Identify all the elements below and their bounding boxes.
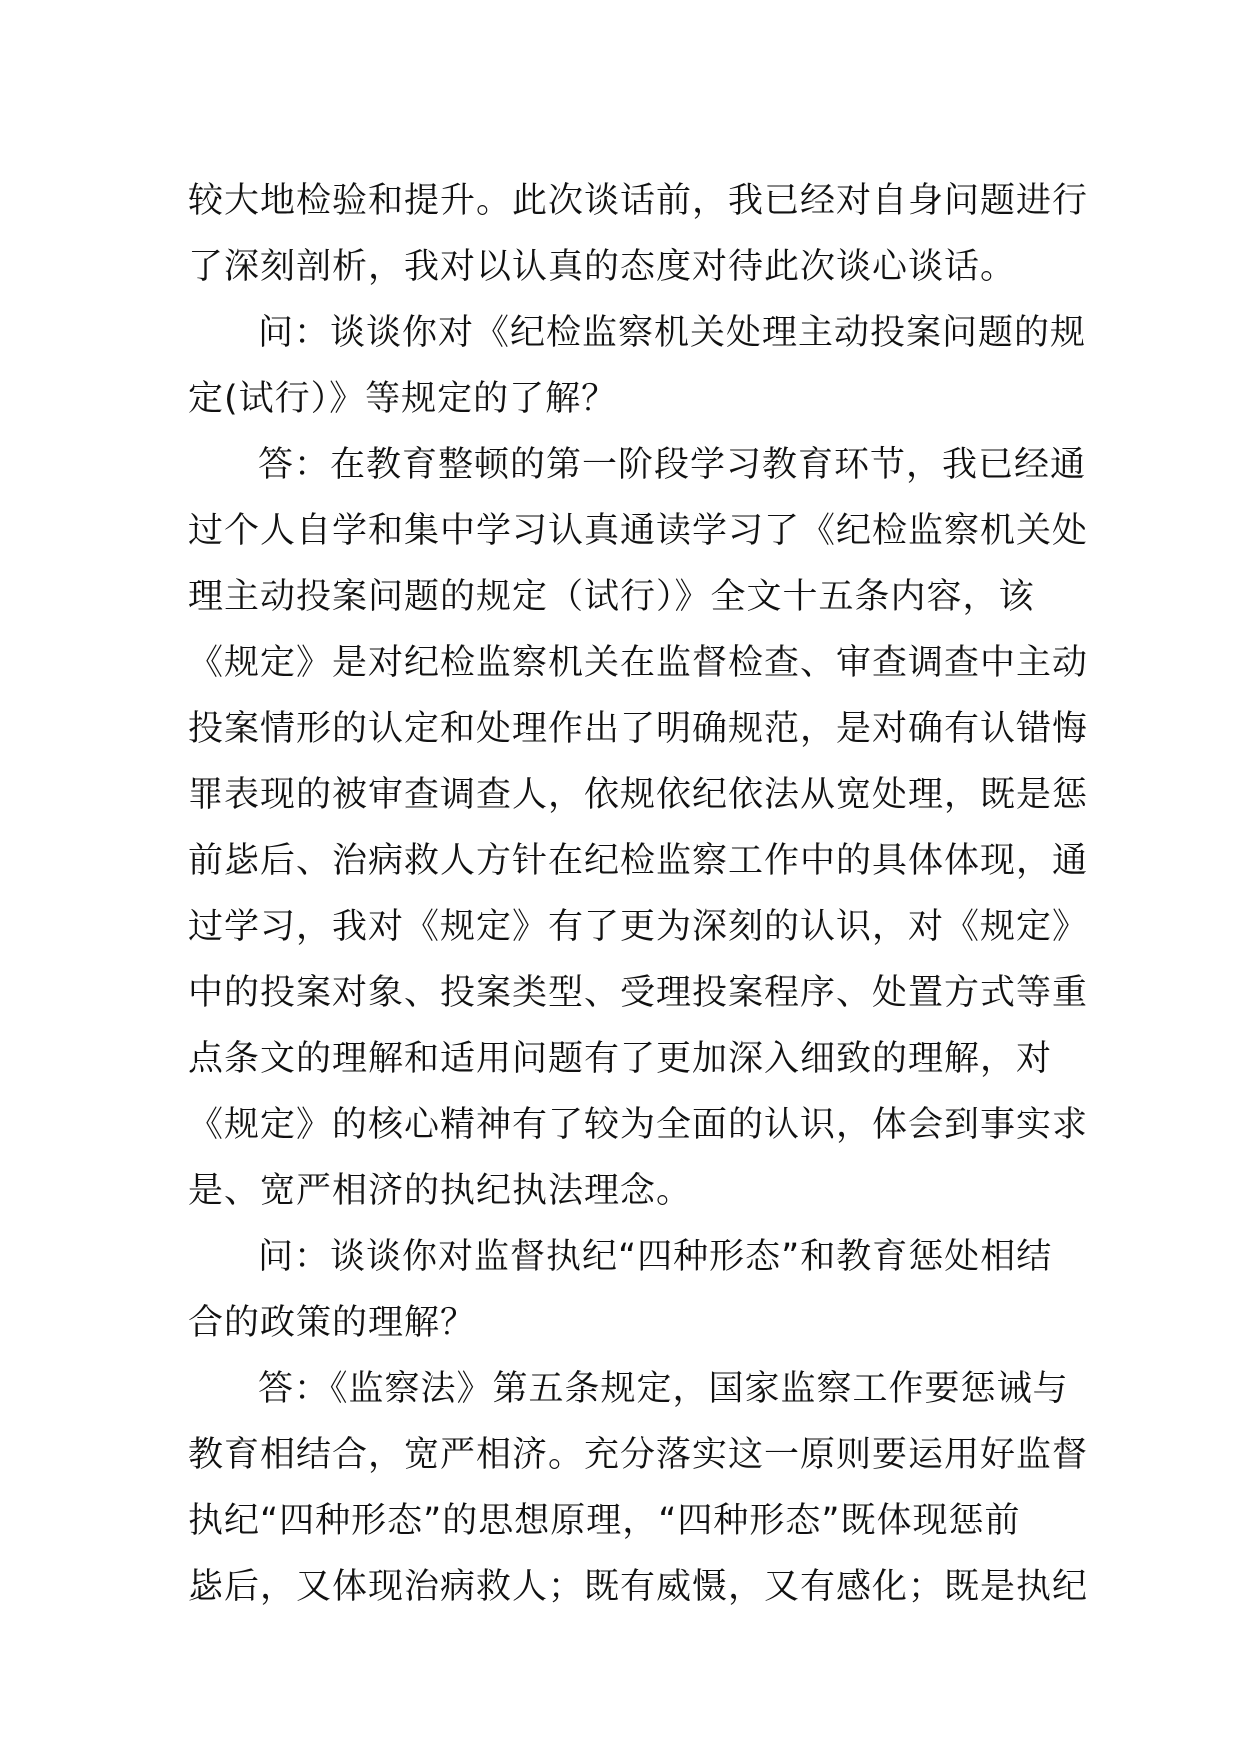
body-text-line: 点条文的理解和适用问题有了更加深入细致的理解，对	[188, 1039, 1053, 1079]
body-text-line: 执纪“四种形态”的思想原理，“四种形态”既体现惩前	[188, 1501, 1021, 1541]
body-text-line: 毖后，又体现治病救人；既有威慑，又有感化；既是执纪	[188, 1567, 1089, 1607]
body-text-line: 过个人自学和集中学习认真通读学习了《纪检监察机关处	[188, 511, 1089, 551]
body-text-line: 教育相结合，宽严相济。充分落实这一原则要运用好监督	[188, 1435, 1089, 1475]
body-text-line: 投案情形的认定和处理作出了明确规范，是对确有认错悔	[188, 709, 1089, 749]
answer-line: 答：《监察法》第五条规定，国家监察工作要惩诫与	[258, 1369, 1069, 1409]
body-text-line: 合的政策的理解？	[188, 1303, 477, 1343]
body-text-line: 理主动投案问题的规定（试行）》全文十五条内容，该	[188, 577, 1035, 617]
body-text-line: 了深刻剖析，我对以认真的态度对待此次谈心谈话。	[188, 247, 1017, 287]
body-text-line: 《规定》的核心精神有了较为全面的认识，体会到事实求	[188, 1105, 1089, 1145]
body-text-line: 过学习，我对《规定》有了更为深刻的认识，对《规定》	[188, 907, 1089, 947]
body-text-line: 定(试行）》等规定的了解？	[188, 379, 618, 419]
body-text-line: 是、宽严相济的执纪执法理念。	[188, 1171, 693, 1211]
body-text-line: 《规定》是对纪检监察机关在监督检查、审查调查中主动	[188, 643, 1089, 683]
body-text-line: 罪表现的被审查调查人，依规依纪依法从宽处理，既是惩	[188, 775, 1089, 815]
document-body	[188, 168, 1089, 1620]
body-text-line: 较大地检验和提升。此次谈话前，我已经对自身问题进行	[188, 181, 1089, 221]
question-line: 问：谈谈你对监督执纪“四种形态”和教育惩处相结	[258, 1237, 1053, 1277]
question-line: 问：谈谈你对《纪检监察机关处理主动投案问题的规	[258, 313, 1087, 353]
body-text-line: 前毖后、治病救人方针在纪检监察工作中的具体体现，通	[188, 841, 1089, 881]
body-text-line: 中的投案对象、投案类型、受理投案程序、处置方式等重	[188, 973, 1089, 1013]
answer-line: 答：在教育整顿的第一阶段学习教育环节，我已经通	[258, 445, 1087, 485]
